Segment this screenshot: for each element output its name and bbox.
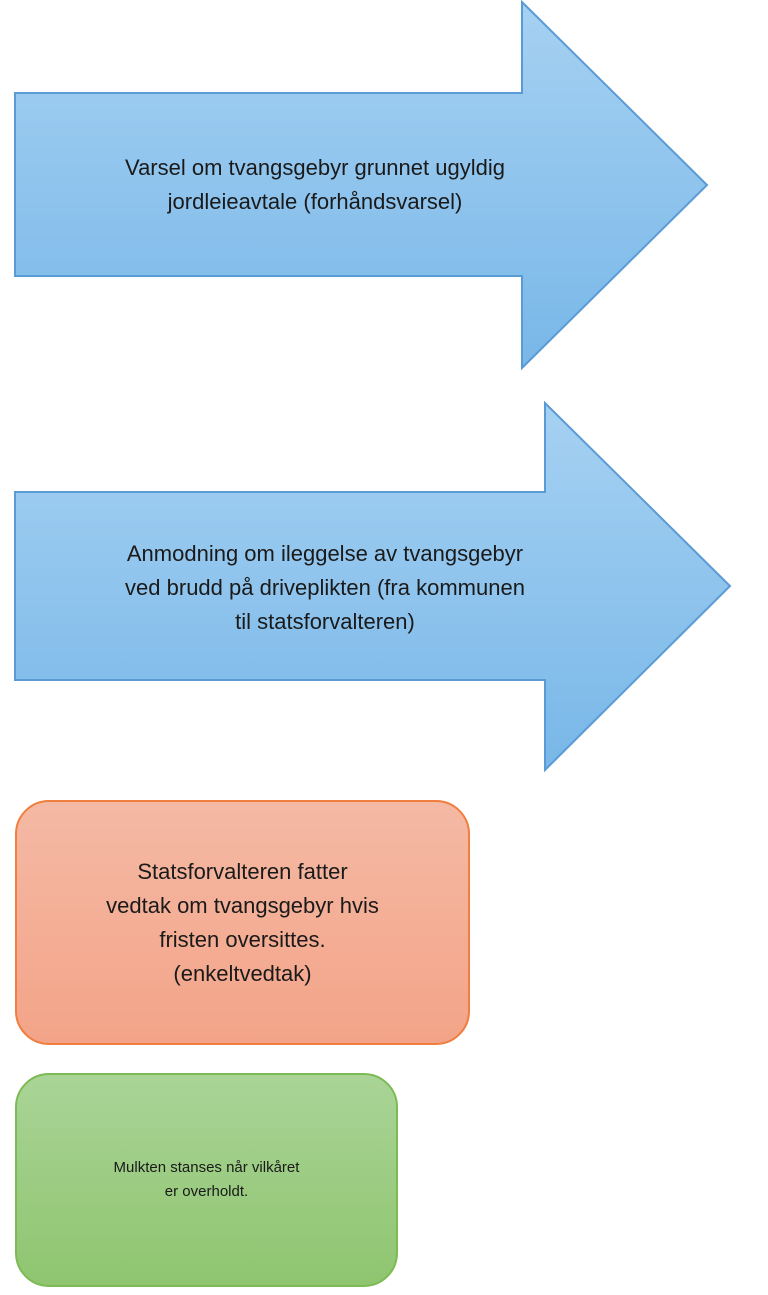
step-1-line-2: jordleieavtale (forhåndsvarsel) <box>167 189 463 214</box>
step-4-line-1: Mulkten stanses når vilkåret <box>113 1159 300 1176</box>
step-1-label <box>20 140 610 230</box>
step-3-box <box>15 800 470 1045</box>
step-3-line-4: (enkeltvedtak) <box>173 960 312 986</box>
step-3-line-2: vedtak om tvangsgebyr hvis <box>106 892 379 918</box>
step-2-line-1: Anmodning om ileggelse av tvangsgebyr <box>126 541 524 566</box>
step-2-label <box>20 528 630 648</box>
step-1-line-1: Varsel om tvangsgebyr grunnet ugyldig <box>125 155 505 180</box>
step-3-line-3: fristen oversittes. <box>159 926 326 952</box>
step-2-line-3: til statsforvalteren) <box>235 609 415 634</box>
step-4-line-2: er overholdt. <box>164 1183 249 1200</box>
step-2-line-2: ved brudd på driveplikten (fra kommunen <box>125 575 525 600</box>
step-4-box <box>15 1073 398 1287</box>
step-3-line-1: Statsforvalteren fatter <box>137 858 348 884</box>
